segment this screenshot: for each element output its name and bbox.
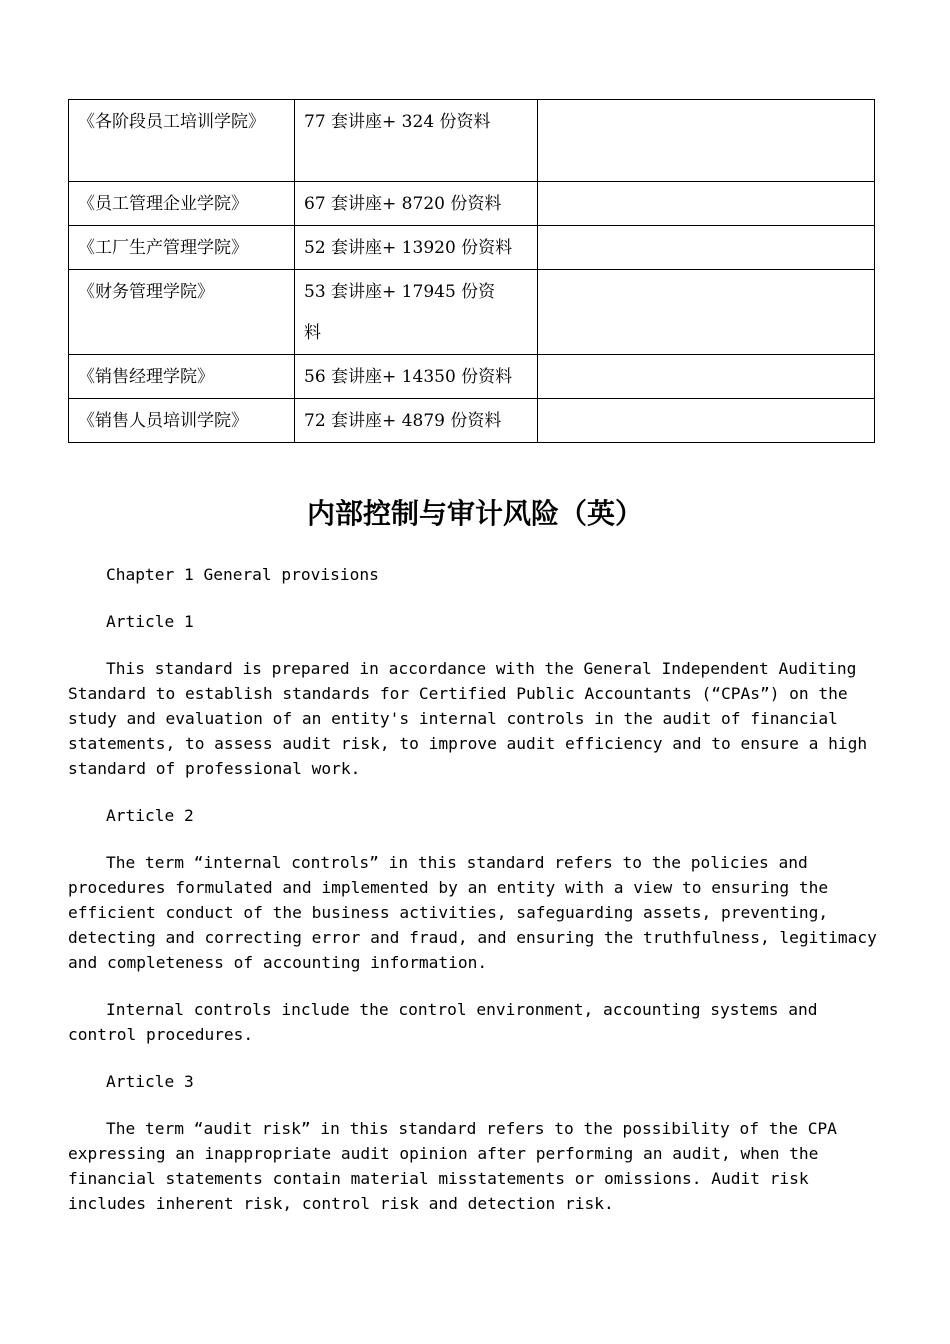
article-heading: Article 1 xyxy=(106,612,194,631)
table-row xyxy=(69,355,875,399)
academy-content-cell: 77 套讲座+ 324 份资料 xyxy=(295,100,538,182)
academy-note-cell xyxy=(538,100,875,182)
table-row xyxy=(69,182,875,226)
table-row xyxy=(69,100,875,182)
chapter-heading: Chapter 1 General provisions xyxy=(106,565,379,584)
academy-content-cell: 72 套讲座+ 4879 份资料 xyxy=(295,399,538,443)
academy-name-cell: 《各阶段员工培训学院》 xyxy=(69,100,295,182)
academy-content-cell: 67 套讲座+ 8720 份资料 xyxy=(295,182,538,226)
academy-name-cell: 《员工管理企业学院》 xyxy=(69,182,295,226)
academy-note-cell xyxy=(538,182,875,226)
academy-name-cell: 《销售人员培训学院》 xyxy=(69,399,295,443)
body-paragraph: The term “internal controls” in this standard refers to the policies and procedures formulated and implemented by an entity with a view to ensuring the efficient conduct of the business activities, safeguarding assets, preventing, detecting and correcting error and fraud, and ensuring the truthfulness, legitimacy and completeness of accounting information. xyxy=(68,853,877,972)
article-heading: Article 2 xyxy=(106,806,194,825)
document-title: 内部控制与审计风险（英） xyxy=(306,497,643,530)
academy-note-cell xyxy=(538,270,875,355)
table-row xyxy=(69,226,875,270)
table-row xyxy=(69,399,875,443)
body-paragraph: This standard is prepared in accordance with the General Independent Auditing Standard to establish standards for Certified Public Accountants (“CPAs”) on the study and evaluation of an entity's internal controls in the audit of financial statements, to assess audit risk, to improve audit efficiency and to ensure a high standard of professional work. xyxy=(68,659,868,778)
document-body xyxy=(68,562,888,1238)
academy-name-cell: 《工厂生产管理学院》 xyxy=(69,226,295,270)
academy-content-cell: 53 套讲座+ 17945 份资料 xyxy=(295,270,538,355)
body-paragraph: The term “audit risk” in this standard refers to the possibility of the CPA expressing an inappropriate audit opinion after performing an audit, when the financial statements contain material misstatements or omissions. Audit risk includes inherent risk, control risk and detection risk. xyxy=(68,1119,837,1213)
article-heading: Article 3 xyxy=(106,1072,194,1091)
academy-note-cell xyxy=(538,226,875,270)
academy-content-cell: 56 套讲座+ 14350 份资料 xyxy=(295,355,538,399)
course-catalog-table xyxy=(68,99,875,443)
table-row xyxy=(69,270,875,355)
academy-note-cell xyxy=(538,355,875,399)
academy-name-cell: 《财务管理学院》 xyxy=(69,270,295,355)
body-paragraph: Internal controls include the control environment, accounting systems and control procedures. xyxy=(68,1000,818,1044)
academy-name-cell: 《销售经理学院》 xyxy=(69,355,295,399)
academy-content-cell: 52 套讲座+ 13920 份资料 xyxy=(295,226,538,270)
academy-note-cell xyxy=(538,399,875,443)
